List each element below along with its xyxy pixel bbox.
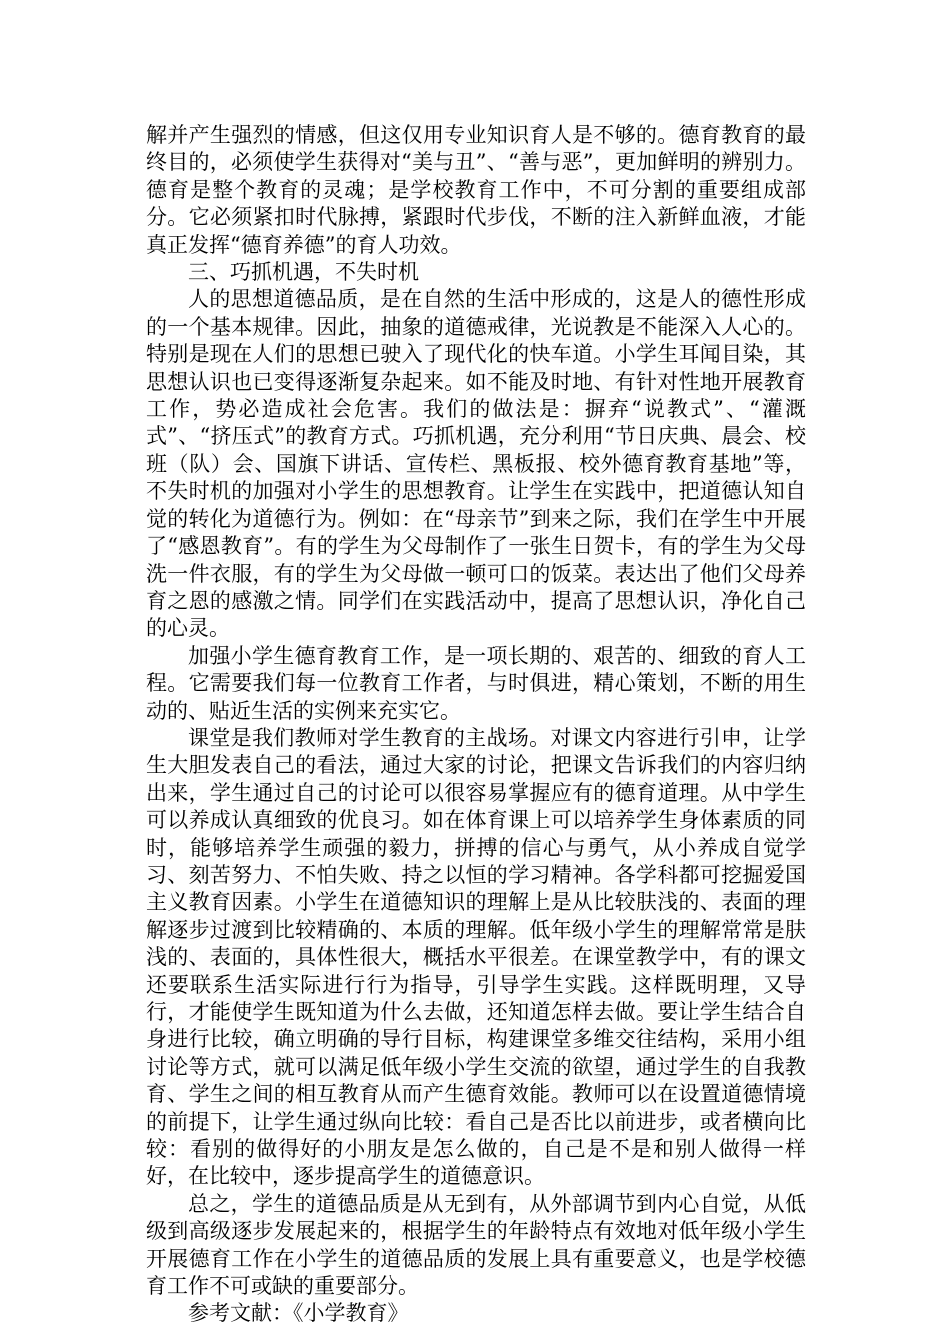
references-line: 参考文献：《小学教育》 bbox=[188, 1301, 409, 1326]
paragraph-classroom: 课堂是我们教师对学生教育的主战场。对课文内容进行引申，让学生大胆发表自己的看法，通过大家的讨论，把课文告诉我们的内容归纳出来，学生通过自己的讨论可以很容易掌握应有的德育道理。从中学生可以养成认真细致的优良习。如在体育课上可以培养学生身体素质的同时，能够培养学生顽强的毅力，拼搏的信心与勇气，从小养成自觉学习、刻苦努力、不怕失败、持之以恒的学习精神。各学科都可挖掘爱国主义教育因素。小学生在道德知识的理解上是从比较肤浅的、表面的理解逐步过渡到比较精确的、本质的理解。低年级小学生的理解常常是肤浅的、表面的，具体性很大，概括水平很差。在课堂教学中，有的课文还要联系生活实际进行行为指导，引导学生实践。这样既明理，又导行，才能使学生既知道为什么去做，还知道怎样去做。要让学生结合自身进行比较，确立明确的导行目标，构建课堂多维交往结构，采用小组讨论等方式，就可以满足低年级小学生交流的欲望，通过学生的自我教育、学生之间的相互教育从而产生德育效能。教师可以在设置道德情境的前提下，让学生通过纵向比较：看自己是否比以前进步，或者横向比较：看别的做得好的小朋友是怎么做的，自己是不是和别人做得一样好，在比较中，逐步提高学生的道德意识。 bbox=[146, 725, 806, 1189]
paragraph-moral-quality: 人的思想道德品质，是在自然的生活中形成的，这是人的德性形成的一个基本规律。因此，抽象的道德戒律，光说教是不能深入人心的。特别是现在人们的思想已驶入了现代化的快车道。小学生耳闻目染，其思想认识也已变得逐渐复杂起来。如不能及时地、有针对性地开展教育工作，势必造成社会危害。我们的做法是：摒弃“说教式”、“灌溉式”、“挤压式”的教育方式。巧抓机遇，充分利用“节日庆典、晨会、校班（队）会、国旗下讲话、宣传栏、黑板报、校外德育教育基地”等，不失时机的加强对小学生的思想教育。让学生在实践中，把道德认知自觉的转化为道德行为。例如：在“母亲节”到来之际，我们在学生中开展了“感恩教育”。有的学生为父母制作了一张生日贺卡，有的学生为父母洗一件衣服，有的学生为父母做一顿可口的饭菜。表达出了他们父母养育之恩的感激之情。同学们在实践活动中，提高了思想认识，净化自己的心灵。 bbox=[146, 287, 806, 641]
document-body bbox=[146, 122, 806, 1328]
paragraph-long-term-work: 加强小学生德育教育工作，是一项长期的、艰苦的、细致的育人工程。它需要我们每一位教育工作者，与时俱进，精心策划，不断的用生动的、贴近生活的实例来充实它。 bbox=[146, 643, 806, 723]
paragraph-conclusion: 总之，学生的道德品质是从无到有，从外部调节到内心自觉，从低级到高级逐步发展起来的，根据学生的年龄特点有效地对低年级小学生开展德育工作在小学生的道德品质的发展上具有重要意义，也是学校德育工作不可或缺的重要部分。 bbox=[146, 1191, 806, 1299]
paragraph-continuation: 解并产生强烈的情感，但这仅用专业知识育人是不够的。德育教育的最终目的，必须使学生获得对“美与丑”、“善与恶”，更加鲜明的辨别力。德育是整个教育的灵魂；是学校教育工作中，不可分割的重要组成部分。它必须紧扣时代脉搏，紧跟时代步伐，不断的注入新鲜血液，才能真正发挥“德育养德”的育人功效。 bbox=[146, 123, 806, 257]
section-heading: 三、巧抓机遇，不失时机 bbox=[188, 260, 419, 285]
